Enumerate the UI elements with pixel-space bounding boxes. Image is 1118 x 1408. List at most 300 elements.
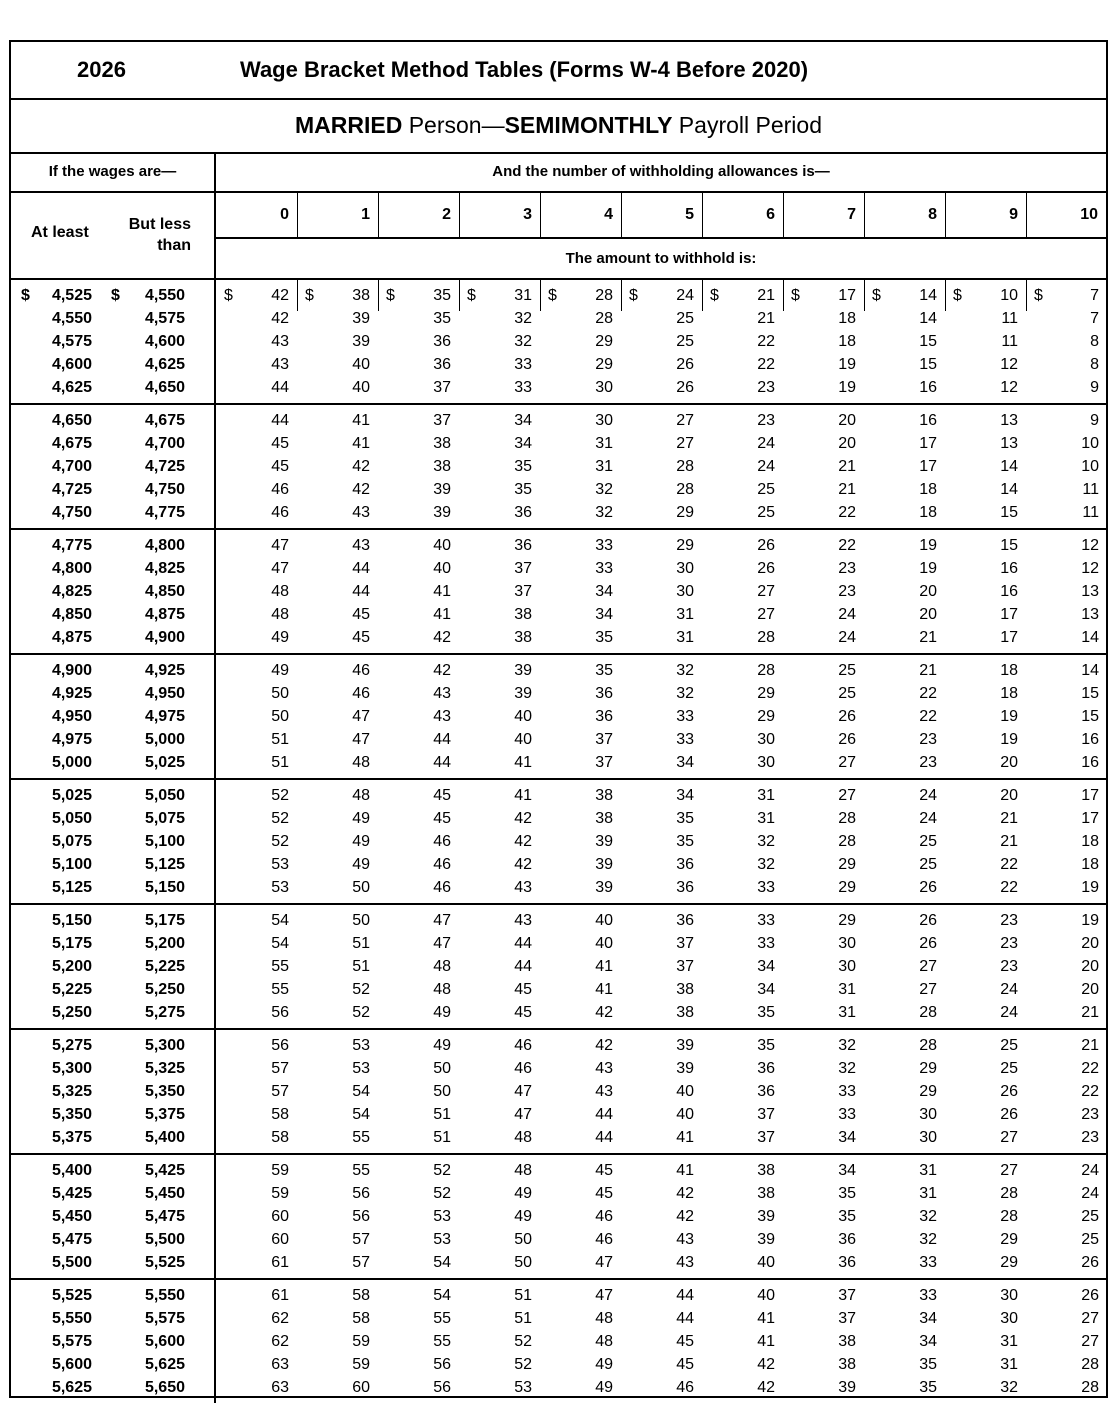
withholding-amount: 39: [352, 333, 370, 350]
withholding-amount: 41: [676, 1162, 694, 1179]
wage-but-less: 4,825: [144, 560, 185, 577]
withholding-amount: 60: [271, 1208, 289, 1225]
wage-but-less: 5,625: [144, 1356, 185, 1373]
withholding-amount: 10: [1000, 287, 1018, 304]
withholding-amount: 26: [919, 879, 937, 896]
table-row: [11, 1106, 1106, 1129]
withholding-amount: 16: [1000, 560, 1018, 577]
withholding-amount: 38: [595, 787, 613, 804]
withholding-amount: 30: [838, 958, 856, 975]
withholding-amount: 48: [595, 1310, 613, 1327]
withholding-amount: 18: [1000, 685, 1018, 702]
wage-at-least: 5,400: [51, 1162, 92, 1179]
dollar-sign: $: [629, 287, 638, 304]
withholding-amount: 22: [919, 685, 937, 702]
wage-but-less: 5,425: [144, 1162, 185, 1179]
withholding-amount: 31: [595, 458, 613, 475]
withholding-amount: 36: [757, 1083, 775, 1100]
withholding-amount: 18: [1081, 833, 1099, 850]
withholding-amount: 28: [757, 629, 775, 646]
withholding-amount: 29: [919, 1083, 937, 1100]
withholding-amount: 53: [352, 1037, 370, 1054]
withholding-amount: 16: [1081, 754, 1099, 771]
withholding-amount: 10: [1081, 435, 1099, 452]
withholding-amount: 56: [433, 1356, 451, 1373]
withholding-amount: 27: [1000, 1129, 1018, 1146]
withholding-amount: 29: [757, 708, 775, 725]
allowance-column-4: 4: [604, 206, 613, 223]
wage-at-least: 4,650: [51, 412, 92, 429]
withholding-amount: 42: [352, 481, 370, 498]
withholding-amount: 46: [514, 1037, 532, 1054]
withholding-amount: 19: [838, 356, 856, 373]
withholding-amount: 14: [1081, 662, 1099, 679]
table-year: 2026: [77, 57, 126, 82]
withholding-amount: 28: [1000, 1185, 1018, 1202]
withholding-amount: 54: [271, 935, 289, 952]
withholding-amount: 49: [352, 810, 370, 827]
withholding-amount: 35: [676, 833, 694, 850]
withholding-amount: 36: [433, 356, 451, 373]
withholding-amount: 29: [838, 856, 856, 873]
wage-but-less: 5,275: [144, 1004, 185, 1021]
wage-but-less: 4,550: [144, 287, 185, 304]
wage-but-less: 5,650: [144, 1379, 185, 1396]
wage-at-least: 5,000: [51, 754, 92, 771]
table-row: [11, 583, 1106, 606]
withholding-amount: 23: [1000, 912, 1018, 929]
withholding-amount: 43: [271, 333, 289, 350]
withholding-amount: 11: [1082, 481, 1099, 498]
withholding-amount: 30: [1000, 1287, 1018, 1304]
wage-but-less: 5,125: [144, 856, 185, 873]
withholding-amount: 27: [676, 435, 694, 452]
withholding-amount: 12: [1000, 356, 1018, 373]
withholding-amount: 48: [271, 583, 289, 600]
withholding-amount: 18: [919, 481, 937, 498]
withholding-amount: 36: [838, 1231, 856, 1248]
withholding-amount: 14: [1000, 481, 1018, 498]
withholding-amount: 26: [919, 935, 937, 952]
withholding-amount: 24: [919, 787, 937, 804]
withholding-amount: 42: [676, 1185, 694, 1202]
row-group: [11, 403, 1106, 528]
withholding-amount: 24: [1000, 1004, 1018, 1021]
withholding-amount: 27: [1081, 1310, 1099, 1327]
withholding-amount: 40: [352, 356, 370, 373]
withholding-amount: 33: [919, 1287, 937, 1304]
withholding-amount: 53: [271, 879, 289, 896]
wage-at-least: 4,600: [51, 356, 92, 373]
wage-but-less: 5,075: [144, 810, 185, 827]
withholding-amount: 56: [352, 1208, 370, 1225]
withholding-amount: 51: [271, 731, 289, 748]
withholding-amount: 47: [433, 912, 451, 929]
wage-but-less: 5,375: [144, 1106, 185, 1123]
dollar-sign: $: [21, 287, 30, 304]
table-row: [11, 1287, 1106, 1310]
withholding-amount: 24: [676, 287, 694, 304]
withholding-amount: 37: [595, 754, 613, 771]
withholding-amount: 9: [1090, 412, 1099, 429]
withholding-amount: 62: [271, 1310, 289, 1327]
withholding-amount: 45: [514, 1004, 532, 1021]
withholding-amount: 16: [919, 379, 937, 396]
withholding-amount: 30: [838, 935, 856, 952]
withholding-amount: 30: [757, 731, 775, 748]
withholding-amount: 46: [676, 1379, 694, 1396]
withholding-amount: 49: [514, 1185, 532, 1202]
withholding-amount: 28: [676, 481, 694, 498]
dollar-sign: $: [1034, 287, 1043, 304]
withholding-amount: 51: [352, 935, 370, 952]
withholding-amount: 20: [919, 583, 937, 600]
withholding-amount: 50: [352, 912, 370, 929]
withholding-amount: 47: [595, 1287, 613, 1304]
withholding-amount: 11: [1082, 504, 1099, 521]
withholding-amount: 25: [838, 662, 856, 679]
withholding-amount: 51: [514, 1310, 532, 1327]
withholding-amount: 42: [514, 833, 532, 850]
withholding-amount: 55: [271, 958, 289, 975]
withholding-amount: 59: [352, 1333, 370, 1350]
withholding-amount: 29: [1000, 1254, 1018, 1271]
table-row: [11, 435, 1106, 458]
withholding-amount: 35: [433, 310, 451, 327]
withholding-amount: 24: [757, 435, 775, 452]
withholding-amount: 33: [838, 1083, 856, 1100]
wage-at-least: 5,125: [51, 879, 92, 896]
withholding-amount: 34: [676, 787, 694, 804]
table-row: [11, 1060, 1106, 1083]
withholding-amount: 24: [838, 629, 856, 646]
withholding-amount: 42: [433, 662, 451, 679]
wage-at-least: 5,475: [51, 1231, 92, 1248]
withholding-amount: 48: [433, 981, 451, 998]
withholding-amount: 22: [1081, 1083, 1099, 1100]
withholding-amount: 49: [595, 1356, 613, 1373]
withholding-amount: 56: [352, 1185, 370, 1202]
table-row: [11, 310, 1106, 333]
withholding-amount: 26: [757, 537, 775, 554]
withholding-amount: 35: [514, 481, 532, 498]
withholding-amount: 19: [919, 560, 937, 577]
withholding-amount: 44: [352, 583, 370, 600]
wage-at-least: 5,625: [51, 1379, 92, 1396]
withholding-amount: 27: [676, 412, 694, 429]
withholding-amount: 38: [757, 1185, 775, 1202]
wage-at-least: 4,675: [51, 435, 92, 452]
wage-at-least: 5,375: [51, 1129, 92, 1146]
table-row: [11, 1083, 1106, 1106]
withholding-amount: 26: [1081, 1254, 1099, 1271]
table-row: [11, 810, 1106, 833]
withholding-amount: 43: [514, 912, 532, 929]
withholding-amount: 24: [757, 458, 775, 475]
withholding-amount: 28: [676, 458, 694, 475]
withholding-amount: 44: [433, 754, 451, 771]
withholding-amount: 34: [838, 1162, 856, 1179]
withholding-amount: 25: [757, 504, 775, 521]
withholding-amount: 13: [1081, 583, 1099, 600]
wage-at-least: 4,550: [51, 310, 92, 327]
withholding-amount: 24: [1081, 1162, 1099, 1179]
withholding-amount: 33: [757, 912, 775, 929]
withholding-amount: 27: [1000, 1162, 1018, 1179]
table-row: [11, 1004, 1106, 1027]
withholding-amount: 45: [271, 458, 289, 475]
wage-but-less: 4,975: [144, 708, 185, 725]
withholding-amount: 19: [838, 379, 856, 396]
withholding-amount: 22: [757, 356, 775, 373]
withholding-amount: 32: [757, 856, 775, 873]
filing-status: MARRIED: [294, 112, 403, 138]
withholding-amount: 25: [1000, 1060, 1018, 1077]
withholding-amount: 52: [271, 810, 289, 827]
wage-bracket-table-page: [9, 40, 1108, 1398]
wage-but-less: 5,475: [144, 1208, 185, 1225]
withholding-amount: 40: [757, 1287, 775, 1304]
wage-but-less: 5,225: [144, 958, 185, 975]
withholding-amount: 27: [919, 958, 937, 975]
withholding-amount: 8: [1090, 356, 1099, 373]
wage-at-least: 4,725: [51, 481, 92, 498]
withholding-amount: 42: [757, 1379, 775, 1396]
withholding-amount: 40: [757, 1254, 775, 1271]
withholding-amount: 52: [352, 1004, 370, 1021]
table-row: [11, 981, 1106, 1004]
row-group: [11, 778, 1106, 903]
table-row: [11, 879, 1106, 902]
withholding-amount: 23: [1000, 935, 1018, 952]
withholding-amount: 22: [1000, 879, 1018, 896]
withholding-amount: 39: [676, 1037, 694, 1054]
withholding-amount: 18: [919, 504, 937, 521]
withholding-amount: 27: [838, 754, 856, 771]
withholding-amount: 27: [919, 981, 937, 998]
withholding-amount: 20: [1000, 787, 1018, 804]
withholding-amount: 47: [514, 1106, 532, 1123]
withholding-amount: 41: [595, 981, 613, 998]
withholding-amount: 53: [514, 1379, 532, 1396]
withholding-amount: 61: [271, 1254, 289, 1271]
wage-but-less: 5,450: [144, 1185, 185, 1202]
dollar-sign: $: [791, 287, 800, 304]
table-row: [11, 1356, 1106, 1379]
withholding-amount: 43: [595, 1060, 613, 1077]
dollar-sign: $: [467, 287, 476, 304]
withholding-amount: 29: [676, 504, 694, 521]
withholding-amount: 43: [514, 879, 532, 896]
withholding-amount: 30: [595, 379, 613, 396]
withholding-amount: 38: [676, 981, 694, 998]
withholding-amount: 26: [676, 356, 694, 373]
withholding-amount: 33: [676, 708, 694, 725]
withholding-amount: 32: [676, 685, 694, 702]
withholding-amount: 25: [1000, 1037, 1018, 1054]
wage-but-less: 5,175: [144, 912, 185, 929]
withholding-amount: 48: [271, 606, 289, 623]
withholding-amount: 51: [433, 1129, 451, 1146]
wage-at-least: 4,700: [51, 458, 92, 475]
wage-but-less: 5,200: [144, 935, 185, 952]
wage-at-least: 4,900: [51, 662, 92, 679]
withholding-amount: 20: [838, 412, 856, 429]
wage-but-less: 5,050: [144, 787, 185, 804]
withholding-amount: 36: [757, 1060, 775, 1077]
wage-but-less: 4,925: [144, 662, 185, 679]
withholding-amount: 37: [757, 1106, 775, 1123]
wage-at-least: 5,550: [51, 1310, 92, 1327]
wage-but-less: 4,850: [144, 583, 185, 600]
withholding-amount: 31: [514, 287, 532, 304]
withholding-amount: 28: [757, 662, 775, 679]
withholding-amount: 52: [271, 787, 289, 804]
withholding-amount: 54: [433, 1254, 451, 1271]
withholding-amount: 37: [595, 731, 613, 748]
withholding-amount: 29: [595, 333, 613, 350]
table-row: [11, 731, 1106, 754]
withholding-amount: 48: [433, 958, 451, 975]
withholding-amount: 41: [595, 958, 613, 975]
withholding-amount: 38: [595, 810, 613, 827]
withholding-amount: 49: [433, 1037, 451, 1054]
withholding-amount: 38: [838, 1333, 856, 1350]
table-row: [11, 1310, 1106, 1333]
withholding-amount: 20: [1081, 981, 1099, 998]
withholding-amount: 15: [919, 333, 937, 350]
dollar-sign: $: [953, 287, 962, 304]
withholding-amount: 31: [676, 606, 694, 623]
withholding-amount: 17: [1000, 606, 1018, 623]
table-row: [11, 629, 1106, 652]
withholding-amount: 12: [1081, 537, 1099, 554]
withholding-amount: 23: [919, 731, 937, 748]
withholding-amount: 44: [595, 1129, 613, 1146]
withholding-amount: 38: [757, 1162, 775, 1179]
withholding-amount: 36: [676, 912, 694, 929]
withholding-amount: 21: [757, 310, 775, 327]
withholding-amount: 19: [1000, 731, 1018, 748]
allowance-column-8: 8: [928, 206, 937, 223]
withholding-amount: 37: [757, 1129, 775, 1146]
wage-but-less: 5,400: [144, 1129, 185, 1146]
withholding-amount: 51: [514, 1287, 532, 1304]
withholding-amount: 14: [919, 287, 937, 304]
withholding-amount: 28: [1081, 1356, 1099, 1373]
withholding-amount: 22: [838, 504, 856, 521]
withholding-amount: 53: [433, 1208, 451, 1225]
withholding-amount: 21: [919, 629, 937, 646]
withholding-amount: 38: [838, 1356, 856, 1373]
withholding-amount: 15: [1000, 504, 1018, 521]
withholding-amount: 38: [676, 1004, 694, 1021]
withholding-amount: 37: [838, 1287, 856, 1304]
withholding-amount: 47: [514, 1083, 532, 1100]
wage-but-less: 4,775: [144, 504, 185, 521]
wage-at-least: 5,200: [51, 958, 92, 975]
withholding-amount: 41: [514, 754, 532, 771]
wage-at-least: 5,450: [51, 1208, 92, 1225]
withholding-amount: 35: [595, 629, 613, 646]
withholding-amount: 43: [352, 504, 370, 521]
withholding-amount: 33: [595, 537, 613, 554]
wage-at-least: 5,350: [51, 1106, 92, 1123]
withholding-amount: 25: [1081, 1208, 1099, 1225]
withholding-amount: 25: [676, 310, 694, 327]
withholding-amount: 39: [595, 833, 613, 850]
withholding-amount: 46: [271, 481, 289, 498]
withholding-amount: 40: [433, 560, 451, 577]
at-least-header: At least: [31, 224, 89, 241]
withholding-amount: 60: [271, 1231, 289, 1248]
payroll-period: SEMIMONTHLY: [504, 112, 673, 138]
withholding-amount: 7: [1090, 310, 1099, 327]
withholding-amount: 28: [838, 833, 856, 850]
withholding-amount: 40: [676, 1106, 694, 1123]
withholding-amount: 42: [271, 287, 289, 304]
withholding-amount: 35: [838, 1208, 856, 1225]
wage-at-least: 5,250: [51, 1004, 92, 1021]
wage-at-least: 5,050: [51, 810, 92, 827]
withholding-amount: 17: [838, 287, 856, 304]
withholding-amount: 44: [595, 1106, 613, 1123]
withholding-amount: 25: [676, 333, 694, 350]
withholding-amount: 34: [514, 412, 532, 429]
withholding-amount: 57: [271, 1083, 289, 1100]
wage-at-least: 5,075: [51, 833, 92, 850]
withholding-amount: 53: [352, 1060, 370, 1077]
withholding-amount: 46: [433, 833, 451, 850]
withholding-amount: 26: [1000, 1106, 1018, 1123]
table-header: [11, 152, 1106, 280]
wage-at-least: 5,025: [51, 787, 92, 804]
withholding-amount: 24: [838, 606, 856, 623]
wage-at-least: 5,575: [51, 1333, 92, 1350]
wage-at-least: 5,175: [51, 935, 92, 952]
withholding-amount: 32: [595, 481, 613, 498]
withholding-amount: 24: [919, 810, 937, 827]
table-row: [11, 606, 1106, 629]
withholding-amount: 29: [1000, 1231, 1018, 1248]
withholding-amount: 33: [514, 379, 532, 396]
wage-but-less: 5,100: [144, 833, 185, 850]
withholding-amount: 52: [433, 1185, 451, 1202]
withholding-amount: 49: [352, 833, 370, 850]
withholding-amount: 38: [433, 435, 451, 452]
withholding-amount: 39: [757, 1208, 775, 1225]
withholding-amount: 26: [1081, 1287, 1099, 1304]
allowance-column-7: 7: [847, 206, 856, 223]
table-row: [11, 481, 1106, 504]
withholding-amount: 24: [1081, 1185, 1099, 1202]
withholding-amount: 23: [1000, 958, 1018, 975]
withholding-amount: 28: [838, 810, 856, 827]
withholding-amount: 49: [595, 1379, 613, 1396]
withholding-amount: 11: [1001, 310, 1018, 327]
wage-but-less: 4,625: [144, 356, 185, 373]
withholding-amount: 28: [595, 310, 613, 327]
withholding-amount: 44: [676, 1287, 694, 1304]
withholding-amount: 41: [352, 412, 370, 429]
withholding-amount: 27: [838, 787, 856, 804]
withholding-amount: 40: [514, 708, 532, 725]
withholding-amount: 20: [838, 435, 856, 452]
allowance-column-6: 6: [766, 206, 775, 223]
withholding-amount: 50: [514, 1231, 532, 1248]
wage-at-least: 5,325: [51, 1083, 92, 1100]
withholding-amount: 59: [271, 1162, 289, 1179]
